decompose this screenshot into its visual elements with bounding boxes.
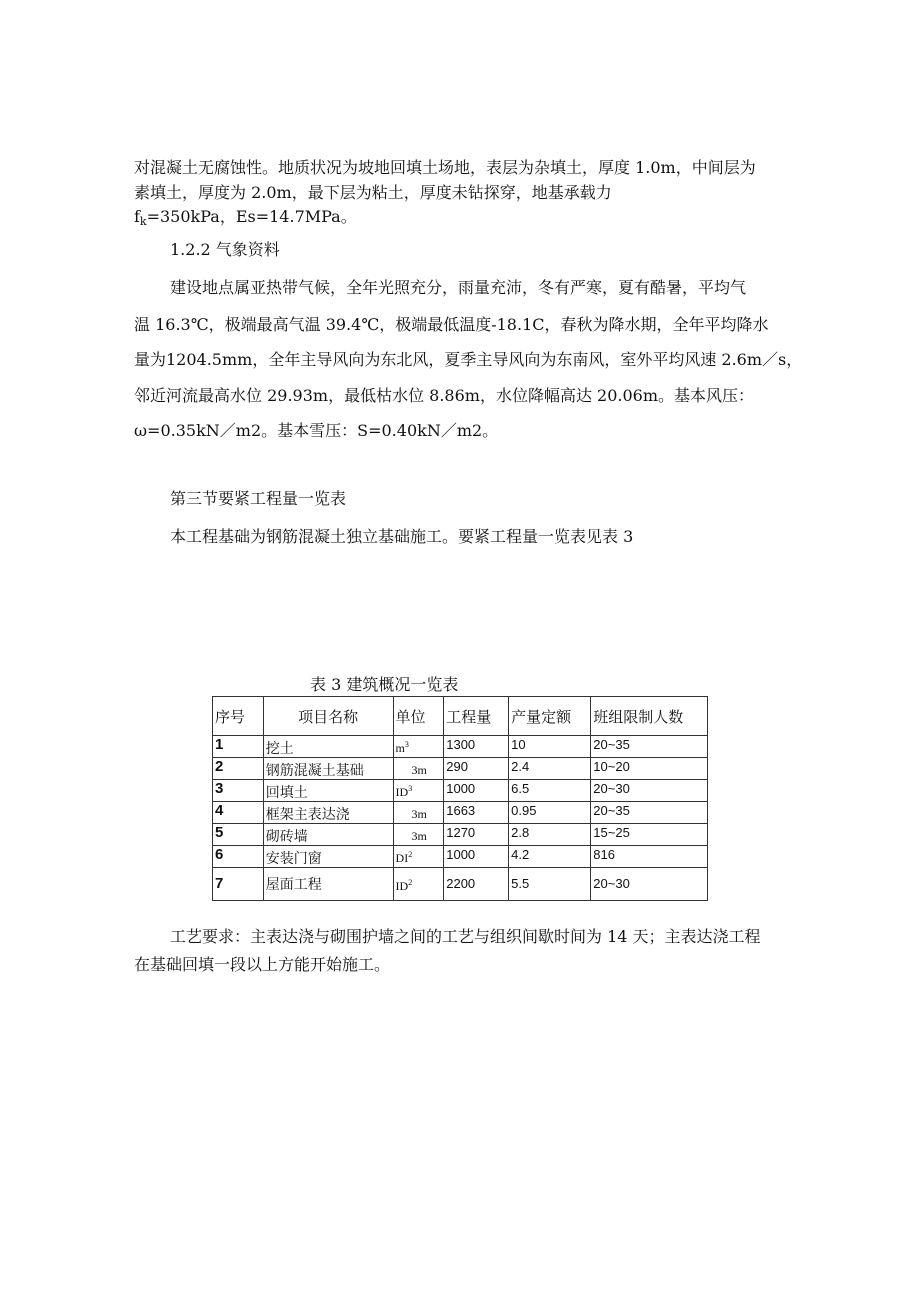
row-quantity: 1270 [444, 824, 509, 846]
row-no: 3 [213, 780, 264, 802]
table-row [213, 868, 708, 901]
row-unit: 3m [393, 802, 444, 824]
row-crew-limit: 20~35 [591, 802, 708, 824]
row-crew-limit: 20~35 [591, 736, 708, 758]
climate-line-3: 量为1204.5mm，全年主导风向为东北风，夏季主导风向为东南风，室外平均风速 2.6m／s， [134, 350, 803, 369]
row-no: 7 [213, 868, 264, 901]
section-intro: 本工程基础为钢筋混凝土独立基础施工。要紧工程量一览表见表 3 [170, 527, 634, 546]
row-no: 1 [213, 736, 264, 758]
row-crew-limit: 816 [591, 846, 708, 868]
row-output-rate: 2.4 [509, 758, 591, 780]
row-crew-limit: 15~25 [591, 824, 708, 846]
table-row [213, 758, 708, 780]
row-crew-limit: 20~30 [591, 780, 708, 802]
row-item-name: 屋面工程 [263, 868, 393, 901]
row-item-name: 挖土 [263, 736, 393, 758]
row-item-name: 安装门窗 [263, 846, 393, 868]
row-quantity: 290 [444, 758, 509, 780]
row-no: 4 [213, 802, 264, 824]
table-row [213, 736, 708, 758]
process-line-1: 工艺要求：主表达浇与砌围护墙之间的工艺与组织间歇时间为 14 天；主表达浇工程 [170, 927, 761, 946]
row-quantity: 1663 [444, 802, 509, 824]
climate-line-1: 建设地点属亚热带气候，全年光照充分，雨量充沛，冬有严寒，夏有酷暑，平均气 [170, 278, 747, 297]
header-item-name: 项目名称 [263, 697, 393, 736]
row-output-rate: 2.8 [509, 824, 591, 846]
table-row [213, 802, 708, 824]
bearing-capacity-symbol: f [134, 207, 140, 226]
table-header-row [213, 697, 708, 736]
row-output-rate: 6.5 [509, 780, 591, 802]
table-caption: 表 3 建筑概况一览表 [310, 675, 459, 694]
quantity-table [212, 696, 708, 901]
row-output-rate: 5.5 [509, 868, 591, 901]
row-unit: $ID^3$ [393, 780, 444, 802]
header-unit: 单位 [393, 697, 444, 736]
section-title: 第三节要紧工程量一览表 [170, 489, 347, 508]
row-no: 2 [213, 758, 264, 780]
climate-line-4: 邻近河流最高水位 29.93m，最低枯水位 8.86m，水位降幅高达 20.06m。基本风压： [134, 386, 755, 405]
row-item-name: 钢筋混凝土基础 [263, 758, 393, 780]
row-quantity: 2200 [444, 868, 509, 901]
table-row [213, 824, 708, 846]
bearing-capacity-values: =350kPa，Es=14.7MPa。 [146, 207, 357, 226]
row-output-rate: 10 [509, 736, 591, 758]
climate-line-5: ω=0.35kN／m2。基本雪压：S=0.40kN／m2。 [134, 421, 499, 440]
row-quantity: 1000 [444, 846, 509, 868]
row-item-name: 砌砖墙 [263, 824, 393, 846]
row-unit: $m^3$ [393, 736, 444, 758]
geology-line-2: 素填土，厚度为 2.0m，最下层为粘土，厚度未钻探穿，地基承载力 [134, 183, 612, 202]
table-row [213, 780, 708, 802]
row-item-name: 回填土 [263, 780, 393, 802]
row-no: 5 [213, 824, 264, 846]
row-no: 6 [213, 846, 264, 868]
row-item-name: 框架主表达浇 [263, 802, 393, 824]
geology-line-1: 对混凝土无腐蚀性。地质状况为坡地回填土场地，表层为杂填土，厚度 1.0m，中间层为 [134, 158, 756, 177]
row-crew-limit: 20~30 [591, 868, 708, 901]
row-output-rate: 4.2 [509, 846, 591, 868]
process-line-2: 在基础回填一段以上方能开始施工。 [134, 955, 391, 974]
row-output-rate: 0.95 [509, 802, 591, 824]
row-unit: 3m [393, 758, 444, 780]
table-row [213, 846, 708, 868]
row-unit: 3m [393, 824, 444, 846]
header-no: 序号 [213, 697, 264, 736]
row-unit: $ID^2$ [393, 868, 444, 901]
header-output-rate: 产量定额 [509, 697, 591, 736]
climate-heading: 1.2.2 气象资料 [170, 240, 280, 259]
row-quantity: 1000 [444, 780, 509, 802]
bearing-capacity-subscript: k [139, 215, 147, 228]
row-quantity: 1300 [444, 736, 509, 758]
geology-line-3 [134, 207, 357, 232]
row-crew-limit: 10~20 [591, 758, 708, 780]
header-quantity: 工程量 [444, 697, 509, 736]
climate-line-2: 温 16.3℃，极端最高气温 39.4℃，极端最低温度-18.1C，春秋为降水期，全年平均降水 [134, 315, 769, 334]
header-crew-limit: 班组限制人数 [591, 697, 708, 736]
row-unit: $DI^2$ [393, 846, 444, 868]
